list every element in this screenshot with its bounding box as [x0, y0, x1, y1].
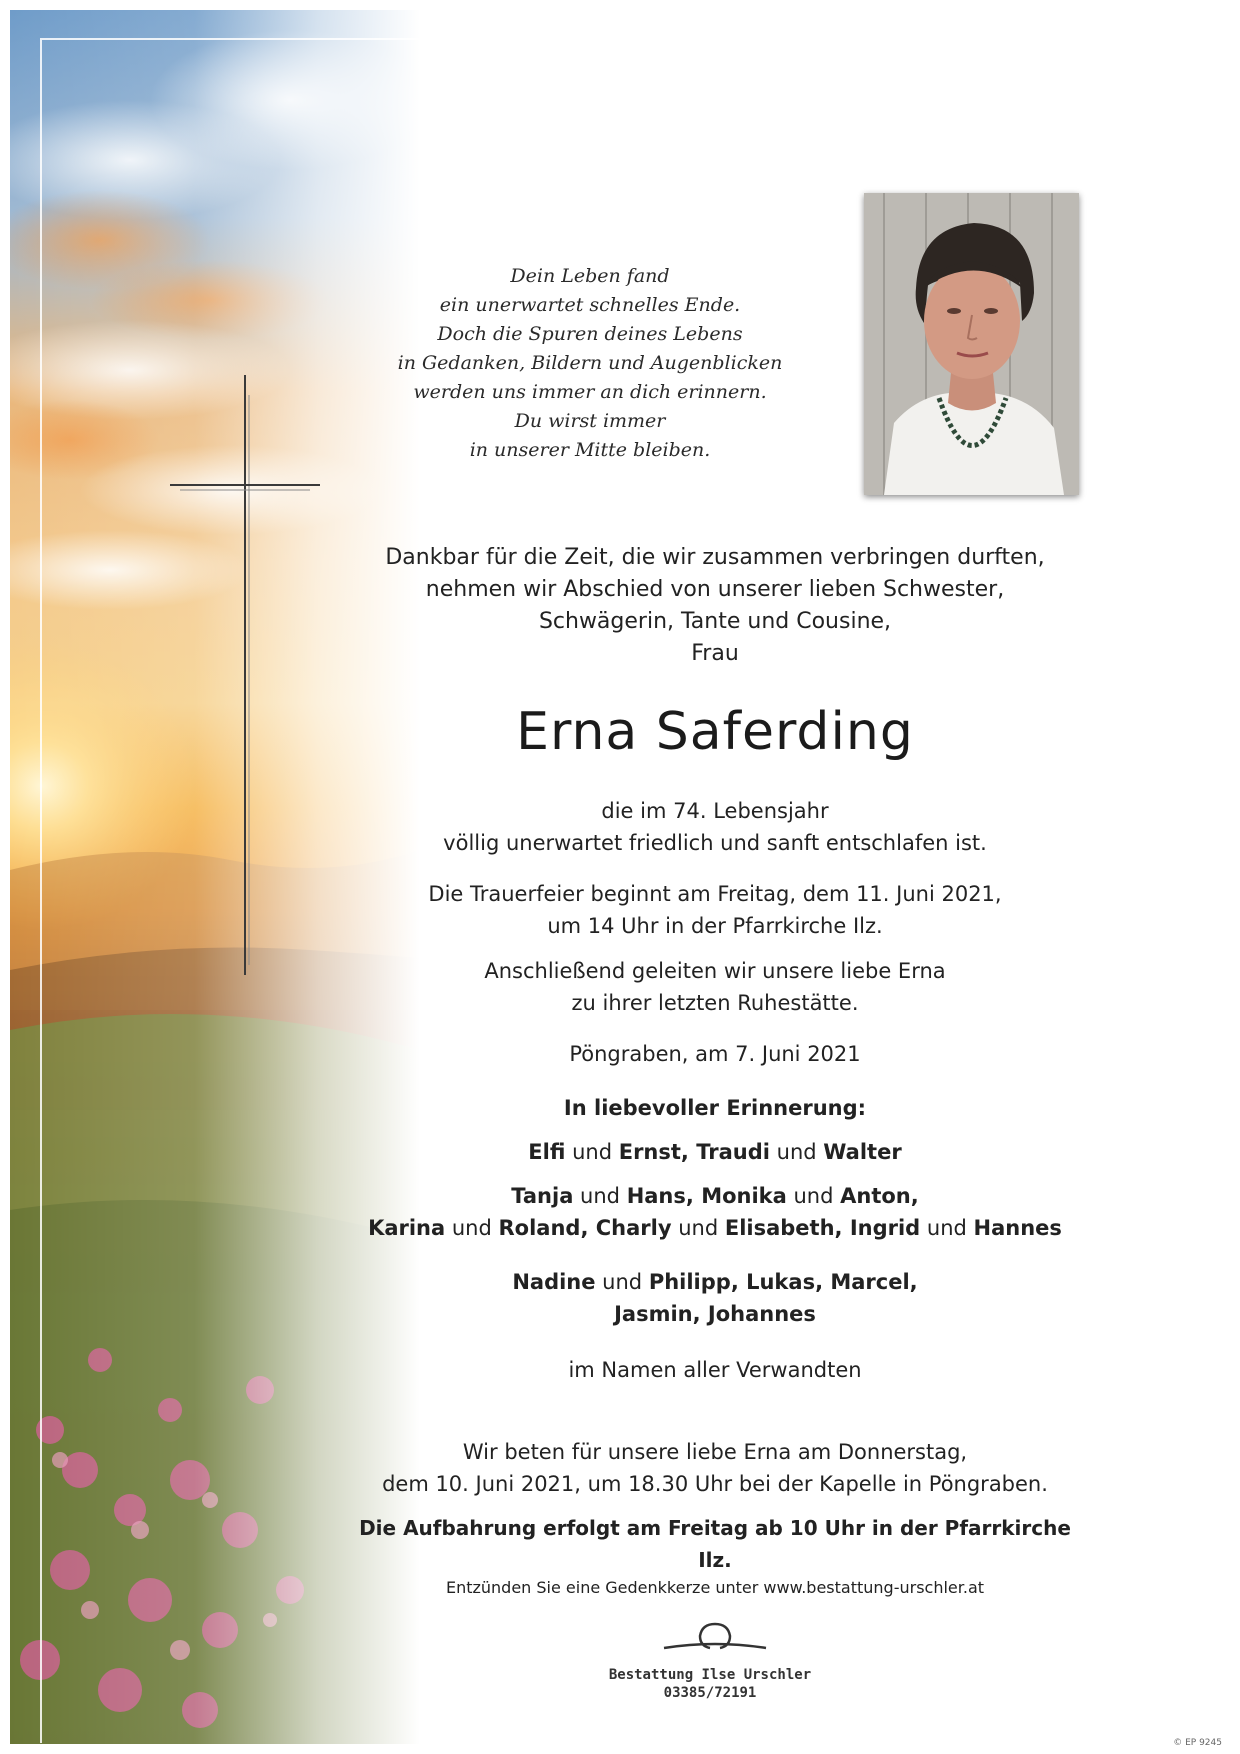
prayer-text [350, 1436, 1080, 1500]
mourner-name: Hannes [973, 1216, 1062, 1240]
connector-text: und [786, 1184, 841, 1208]
burial-line: Anschließend geleiten wir unsere liebe Erna [484, 959, 946, 983]
place-date: Pöngraben, am 7. Juni 2021 [569, 1042, 861, 1066]
mourners-group-1 [350, 1136, 1080, 1168]
mourner-name: Tanja [511, 1184, 574, 1208]
mourners-line [350, 1136, 1080, 1168]
mourner-name: Elfi [528, 1140, 566, 1164]
poem-line: in Gedanken, Bildern und Augenblicken [397, 352, 783, 374]
mourners-line [350, 1266, 1080, 1298]
poem-line: in unserer Mitte bleiben. [469, 439, 711, 461]
mourners-group-3 [350, 1266, 1080, 1330]
connector-text: und [445, 1216, 499, 1240]
age-text [350, 795, 1080, 859]
mourner-name: Monika [701, 1184, 787, 1208]
mourner-name: Roland [498, 1216, 581, 1240]
viewing-text: Die Aufbahrung erfolgt am Freitag ab 10 Uhr in der Pfarrkirche Ilz. [359, 1516, 1071, 1572]
connector-text: und [671, 1216, 725, 1240]
burial-text [350, 955, 1080, 1019]
mourner-name: , [680, 1140, 697, 1164]
mourner-name: Traudi [696, 1140, 770, 1164]
poem-line: Du wirst immer [514, 410, 666, 432]
burial-line: zu ihrer letzten Ruhestätte. [571, 991, 859, 1015]
connector-text: und [769, 1140, 824, 1164]
age-line: die im 74. Lebensjahr [601, 799, 829, 823]
mourner-name: Anton [840, 1184, 911, 1208]
funeral-home-phone: 03385/72191 [663, 1685, 757, 1701]
intro-line: Schwägerin, Tante und Cousine, [538, 609, 892, 634]
relatives-text: im Namen aller Verwandten [568, 1358, 862, 1382]
mourners-group-2 [350, 1180, 1080, 1244]
mourner-name: , [910, 1184, 919, 1208]
cross-icon [170, 375, 320, 975]
funeral-home-name: Bestattung Ilse Urschler [608, 1667, 812, 1683]
prayer-line: Wir beten für unsere liebe Erna am Donnerstag, [462, 1440, 968, 1464]
mourner-name: Ernst [618, 1140, 681, 1164]
ceremony-line: um 14 Uhr in der Pfarrkirche Ilz. [547, 914, 883, 938]
mourner-name: Elisabeth [724, 1216, 835, 1240]
mourner-name: Hans [626, 1184, 686, 1208]
mourner-name: , [685, 1184, 702, 1208]
mourner-name: Nadine [512, 1270, 596, 1294]
funeral-home [560, 1666, 860, 1702]
template-code: © EP 9245 [1173, 1738, 1222, 1748]
memorial-poem [340, 262, 840, 465]
candle-text: Entzünden Sie eine Gedenkkerze unter www.bestattung-urschler.at [445, 1578, 985, 1597]
mourner-name: Philipp, Lukas, Marcel, [648, 1270, 918, 1294]
connector-text: und [565, 1140, 619, 1164]
intro-line: nehmen wir Abschied von unserer lieben Schwester, [425, 577, 1005, 602]
mourner-name: Jasmin, Johannes [614, 1302, 816, 1326]
mourners-heading: In liebevoller Erinnerung: [563, 1096, 867, 1120]
mourner-name: Charly [595, 1216, 672, 1240]
intro-text [350, 542, 1080, 670]
mourner-name: , [834, 1216, 850, 1240]
mourner-name: Ingrid [849, 1216, 921, 1240]
deceased-name: Erna Saferding [516, 702, 914, 762]
connector-text: und [573, 1184, 627, 1208]
poem-line: werden uns immer an dich erinnern. [413, 381, 767, 403]
intro-line: Dankbar für die Zeit, die wir zusammen verbringen durften, [385, 545, 1045, 570]
funeral-home-logo-icon [660, 1618, 770, 1658]
mourners-line [350, 1298, 1080, 1330]
connector-text: und [920, 1216, 974, 1240]
ceremony-line: Die Trauerfeier beginnt am Freitag, dem 11. Juni 2021, [428, 882, 1002, 906]
mourners-line [350, 1180, 1080, 1212]
ceremony-text [350, 878, 1080, 942]
prayer-line: dem 10. Juni 2021, um 18.30 Uhr bei der Kapelle in Pöngraben. [382, 1472, 1048, 1496]
age-line: völlig unerwartet friedlich und sanft entschlafen ist. [443, 831, 987, 855]
mourner-name: , [580, 1216, 596, 1240]
poem-line: Doch die Spuren deines Lebens [437, 323, 743, 345]
mourner-name: Karina [368, 1216, 446, 1240]
mourners-line [350, 1212, 1080, 1244]
intro-line: Frau [691, 641, 739, 666]
connector-text: und [595, 1270, 649, 1294]
poem-line: Dein Leben fand [510, 265, 670, 287]
portrait-photo [864, 193, 1079, 495]
poem-line: ein unerwartet schnelles Ende. [439, 294, 741, 316]
mourner-name: Walter [823, 1140, 902, 1164]
